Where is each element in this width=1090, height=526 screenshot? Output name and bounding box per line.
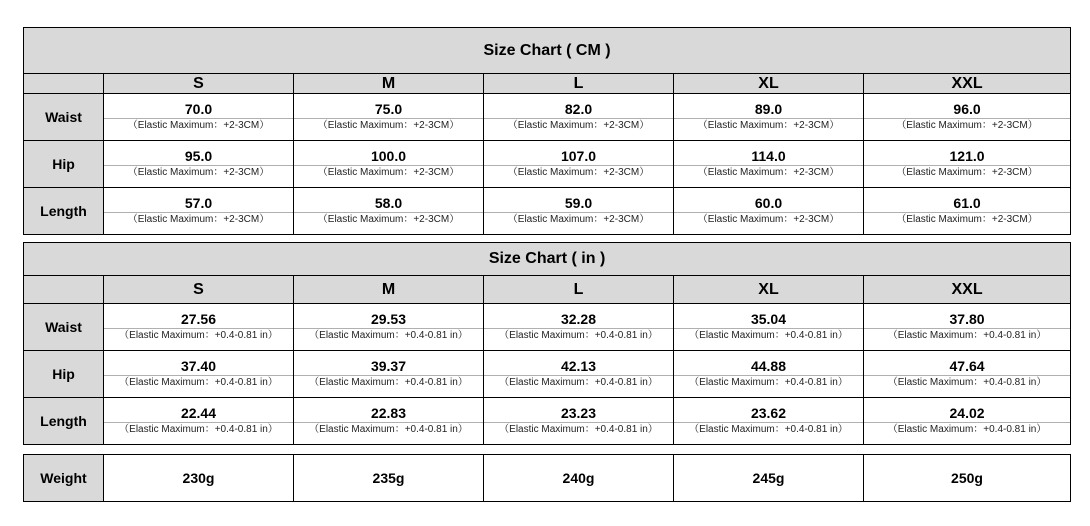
table-cell [104, 351, 294, 398]
cell-note: （Elastic Maximum：+0.4-0.81 in） [674, 328, 863, 343]
table-cell [294, 398, 484, 445]
cell-value: 59.0 [564, 195, 593, 211]
cell-note: （Elastic Maximum：+2-3CM） [294, 212, 483, 227]
table-cell [674, 94, 864, 141]
cell-note: （Elastic Maximum：+0.4-0.81 in） [674, 422, 863, 437]
cell-value: 61.0 [953, 195, 981, 211]
cell-note: （Elastic Maximum：+0.4-0.81 in） [104, 375, 293, 390]
size-header-l: L [484, 276, 674, 304]
cell-note: （Elastic Maximum：+2-3CM） [484, 212, 673, 227]
table-cell [864, 351, 1071, 398]
row-label-hip: Hip [24, 141, 104, 188]
table-cell [104, 398, 294, 445]
cell-value: 96.0 [953, 101, 981, 117]
cell-note: （Elastic Maximum：+0.4-0.81 in） [864, 422, 1070, 437]
table-cell [294, 94, 484, 141]
table-cell [104, 94, 294, 141]
table-cell [864, 188, 1071, 235]
table-cell [294, 188, 484, 235]
weight-value: 245g [674, 455, 864, 502]
size-header-s: S [104, 276, 294, 304]
cell-value: 23.23 [560, 405, 597, 421]
weight-value: 235g [294, 455, 484, 502]
table-cell [294, 304, 484, 351]
cell-value: 37.80 [949, 311, 985, 327]
cell-value: 95.0 [184, 148, 213, 164]
cell-value: 44.88 [750, 358, 787, 374]
cell-note: （Elastic Maximum：+0.4-0.81 in） [104, 328, 293, 343]
size-header-xl: XL [674, 74, 864, 94]
cell-value: 58.0 [374, 195, 403, 211]
table-cell [104, 304, 294, 351]
table-cell [674, 351, 864, 398]
cell-value: 32.28 [560, 311, 597, 327]
table-cell [864, 304, 1071, 351]
cell-note: （Elastic Maximum：+2-3CM） [864, 118, 1070, 133]
size-chart-cm-table [23, 27, 1071, 235]
cell-value: 24.02 [949, 405, 985, 421]
cell-note: （Elastic Maximum：+0.4-0.81 in） [484, 375, 673, 390]
cell-note: （Elastic Maximum：+0.4-0.81 in） [674, 375, 863, 390]
size-header-l: L [484, 74, 674, 94]
cell-value: 39.37 [370, 358, 407, 374]
cell-value: 114.0 [751, 148, 786, 164]
cell-value: 29.53 [370, 311, 407, 327]
cell-value: 100.0 [370, 148, 407, 164]
cell-value: 82.0 [564, 101, 593, 117]
size-header-xxl: XXL [864, 74, 1071, 94]
cell-value: 60.0 [754, 195, 783, 211]
table-cell [484, 94, 674, 141]
cell-note: （Elastic Maximum：+2-3CM） [674, 118, 863, 133]
table-cell [484, 141, 674, 188]
cell-note: （Elastic Maximum：+2-3CM） [484, 165, 673, 180]
table-cell [674, 141, 864, 188]
cell-value: 27.56 [180, 311, 217, 327]
cell-value: 107.0 [560, 148, 597, 164]
table-cell [484, 304, 674, 351]
corner-cell [24, 74, 104, 94]
table-cell [484, 398, 674, 445]
cell-note: （Elastic Maximum：+0.4-0.81 in） [294, 375, 483, 390]
size-header-xxl: XXL [864, 276, 1071, 304]
cell-value: 22.83 [370, 405, 407, 421]
size-chart-cm-title: Size Chart ( CM ) [24, 28, 1071, 74]
cell-note: （Elastic Maximum：+0.4-0.81 in） [484, 328, 673, 343]
cell-note: （Elastic Maximum：+0.4-0.81 in） [864, 375, 1070, 390]
cell-note: （Elastic Maximum：+2-3CM） [294, 165, 483, 180]
cell-value: 35.04 [750, 311, 787, 327]
cell-value: 121.0 [949, 148, 985, 164]
table-cell [864, 94, 1071, 141]
cell-value: 22.44 [180, 405, 217, 421]
table-cell [674, 398, 864, 445]
cell-value: 70.0 [184, 101, 213, 117]
row-label-waist: Waist [24, 304, 104, 351]
cell-note: （Elastic Maximum：+2-3CM） [864, 212, 1070, 227]
row-label-length: Length [24, 398, 104, 445]
row-label-length: Length [24, 188, 104, 235]
cell-note: （Elastic Maximum：+2-3CM） [104, 212, 293, 227]
corner-cell [24, 276, 104, 304]
cell-note: （Elastic Maximum：+2-3CM） [674, 212, 863, 227]
cell-note: （Elastic Maximum：+2-3CM） [104, 118, 293, 133]
cell-note: （Elastic Maximum：+0.4-0.81 in） [294, 328, 483, 343]
weight-value: 250g [864, 455, 1071, 502]
cell-note: （Elastic Maximum：+2-3CM） [864, 165, 1070, 180]
size-chart-in-table [23, 242, 1071, 445]
table-cell [674, 188, 864, 235]
size-header-m: M [294, 74, 484, 94]
cell-note: （Elastic Maximum：+2-3CM） [674, 165, 863, 180]
weight-value: 240g [484, 455, 674, 502]
cell-value: 75.0 [374, 101, 403, 117]
cell-note: （Elastic Maximum：+2-3CM） [294, 118, 483, 133]
cell-value: 89.0 [754, 101, 783, 117]
table-cell [294, 351, 484, 398]
table-cell [864, 398, 1071, 445]
table-cell [864, 141, 1071, 188]
table-cell [674, 304, 864, 351]
row-label-waist: Waist [24, 94, 104, 141]
cell-note: （Elastic Maximum：+0.4-0.81 in） [294, 422, 483, 437]
cell-value: 23.62 [750, 405, 787, 421]
cell-note: （Elastic Maximum：+2-3CM） [104, 165, 293, 180]
size-header-xl: XL [674, 276, 864, 304]
cell-value: 57.0 [184, 195, 213, 211]
size-chart-in-title: Size Chart ( in ) [24, 243, 1071, 276]
table-cell [294, 141, 484, 188]
cell-note: （Elastic Maximum：+0.4-0.81 in） [864, 328, 1070, 343]
table-cell [484, 188, 674, 235]
size-header-s: S [104, 74, 294, 94]
table-cell [104, 141, 294, 188]
cell-note: （Elastic Maximum：+0.4-0.81 in） [484, 422, 673, 437]
size-header-m: M [294, 276, 484, 304]
table-cell [104, 188, 294, 235]
cell-value: 37.40 [180, 358, 217, 374]
weight-value: 230g [104, 455, 294, 502]
weight-table [23, 454, 1071, 502]
cell-value: 47.64 [949, 358, 985, 374]
cell-value: 42.13 [560, 358, 597, 374]
row-label-weight: Weight [24, 455, 104, 502]
cell-note: （Elastic Maximum：+0.4-0.81 in） [104, 422, 293, 437]
row-label-hip: Hip [24, 351, 104, 398]
cell-note: （Elastic Maximum：+2-3CM） [484, 118, 673, 133]
table-cell [484, 351, 674, 398]
